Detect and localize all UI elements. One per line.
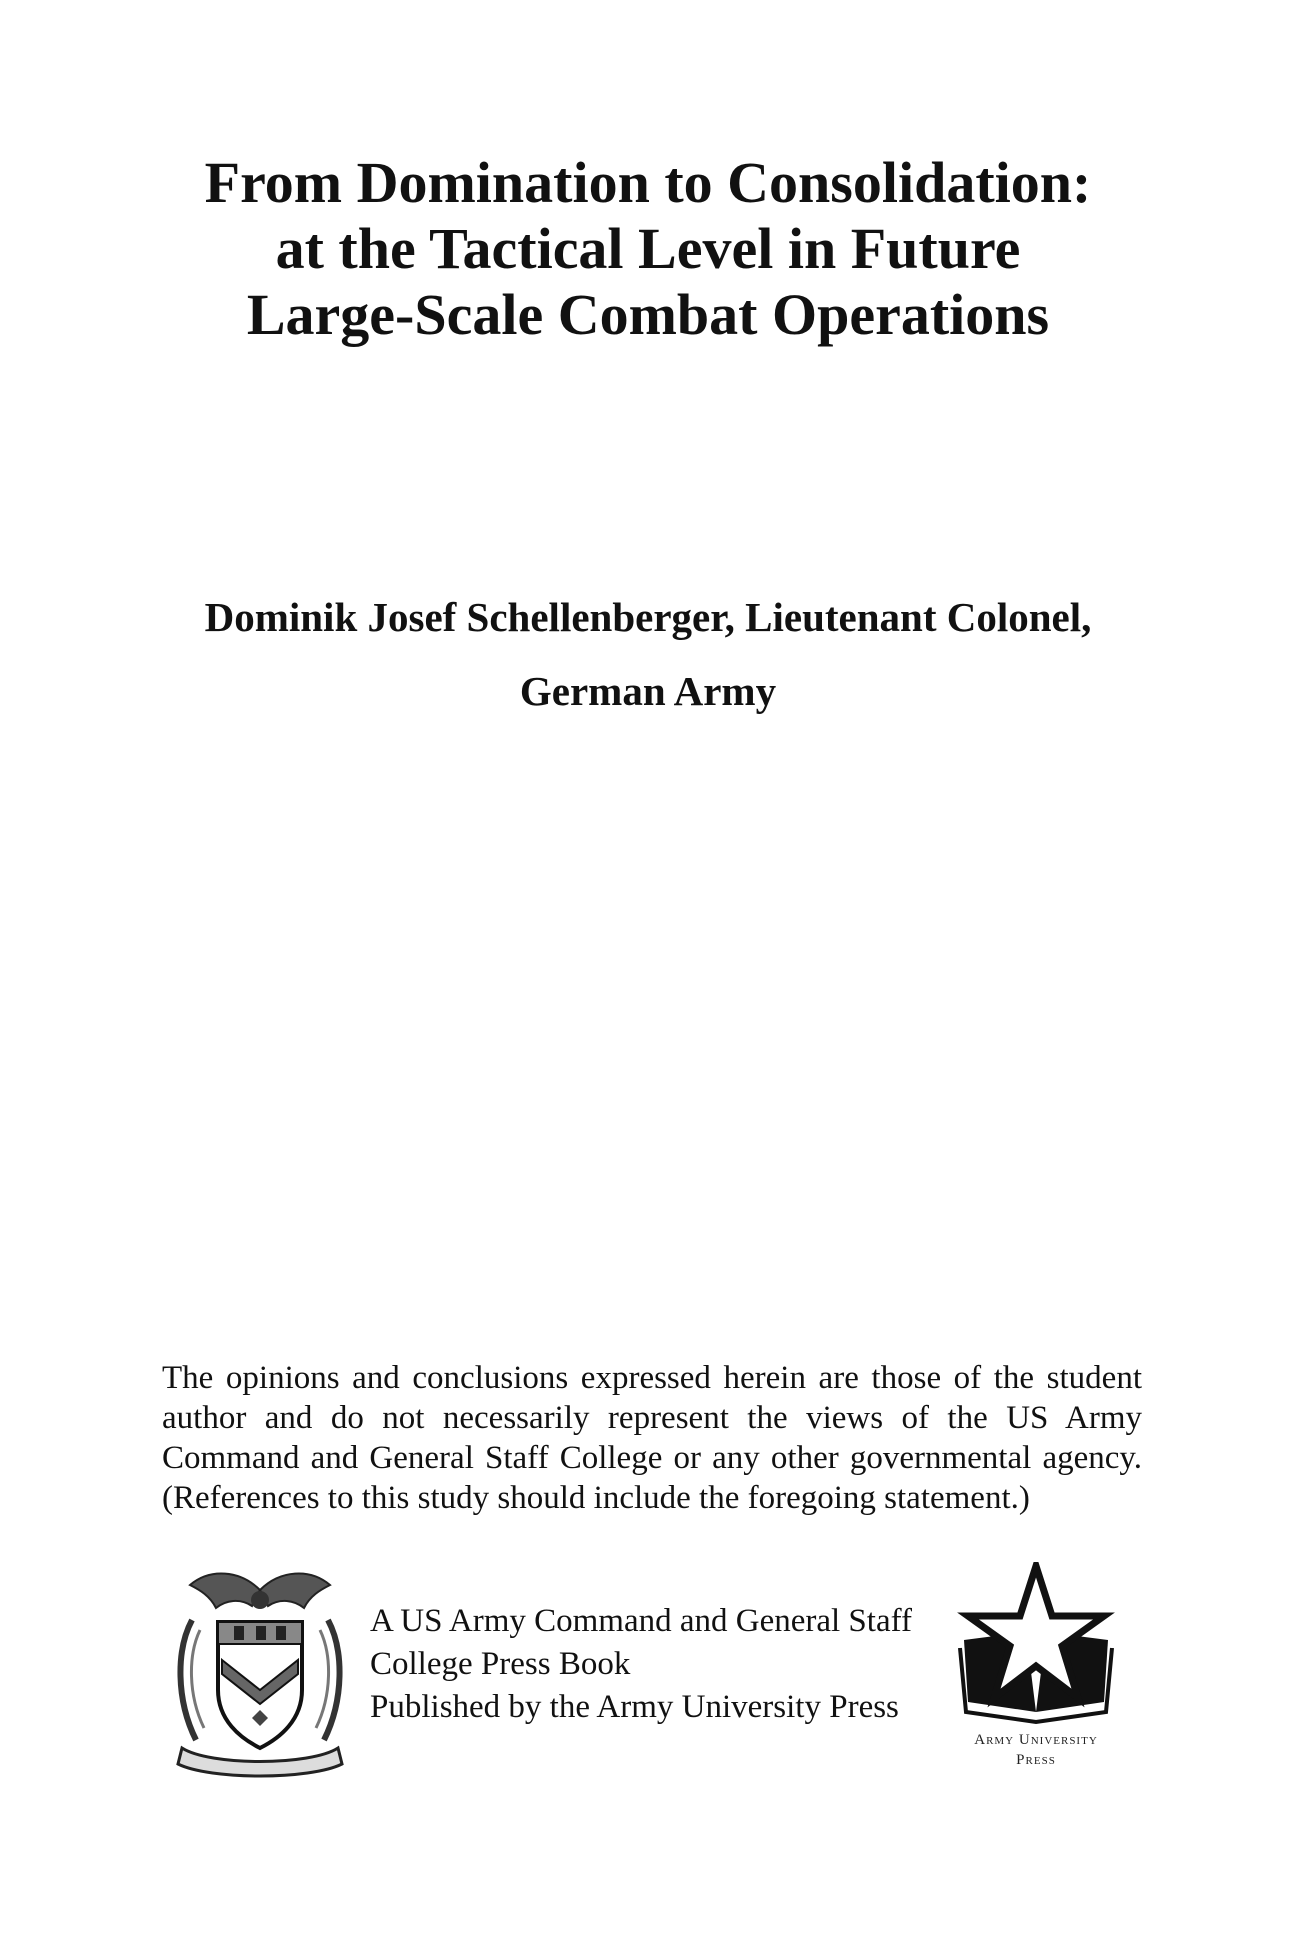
publisher-line-3: Published by the Army University Press <box>370 1689 899 1725</box>
logo-line-1: Army University <box>974 1732 1098 1748</box>
title-line-3: Large-Scale Combat Operations <box>246 282 1050 347</box>
author-name-rank: Dominik Josef Schellenberger, Lieutenant Colonel, <box>204 594 1092 640</box>
logo-line-2: Press <box>1016 1752 1056 1768</box>
book-title <box>100 150 1196 348</box>
logo-text <box>948 1730 1124 1770</box>
title-line-2: at the Tactical Level in Future <box>275 216 1021 281</box>
title-line-1: From Domination to Consolidation: <box>204 150 1092 215</box>
publisher-block <box>370 1600 930 1729</box>
cgsc-seal-icon <box>170 1560 350 1782</box>
army-university-press-star-icon <box>956 1562 1116 1730</box>
publisher-line-2: College Press Book <box>370 1646 631 1682</box>
army-university-press-logo <box>948 1562 1124 1780</box>
publisher-line-1: A US Army Command and General Staff <box>370 1603 912 1639</box>
author-block <box>100 580 1196 728</box>
author-affiliation: German Army <box>519 668 777 714</box>
disclaimer-text: The opinions and conclusions expressed herein are those of the student author and do not necessarily represent the views of the US Army Command and General Staff College or any other governmental agency. (References to this study should include the foregoing statement.) <box>162 1360 1142 1516</box>
